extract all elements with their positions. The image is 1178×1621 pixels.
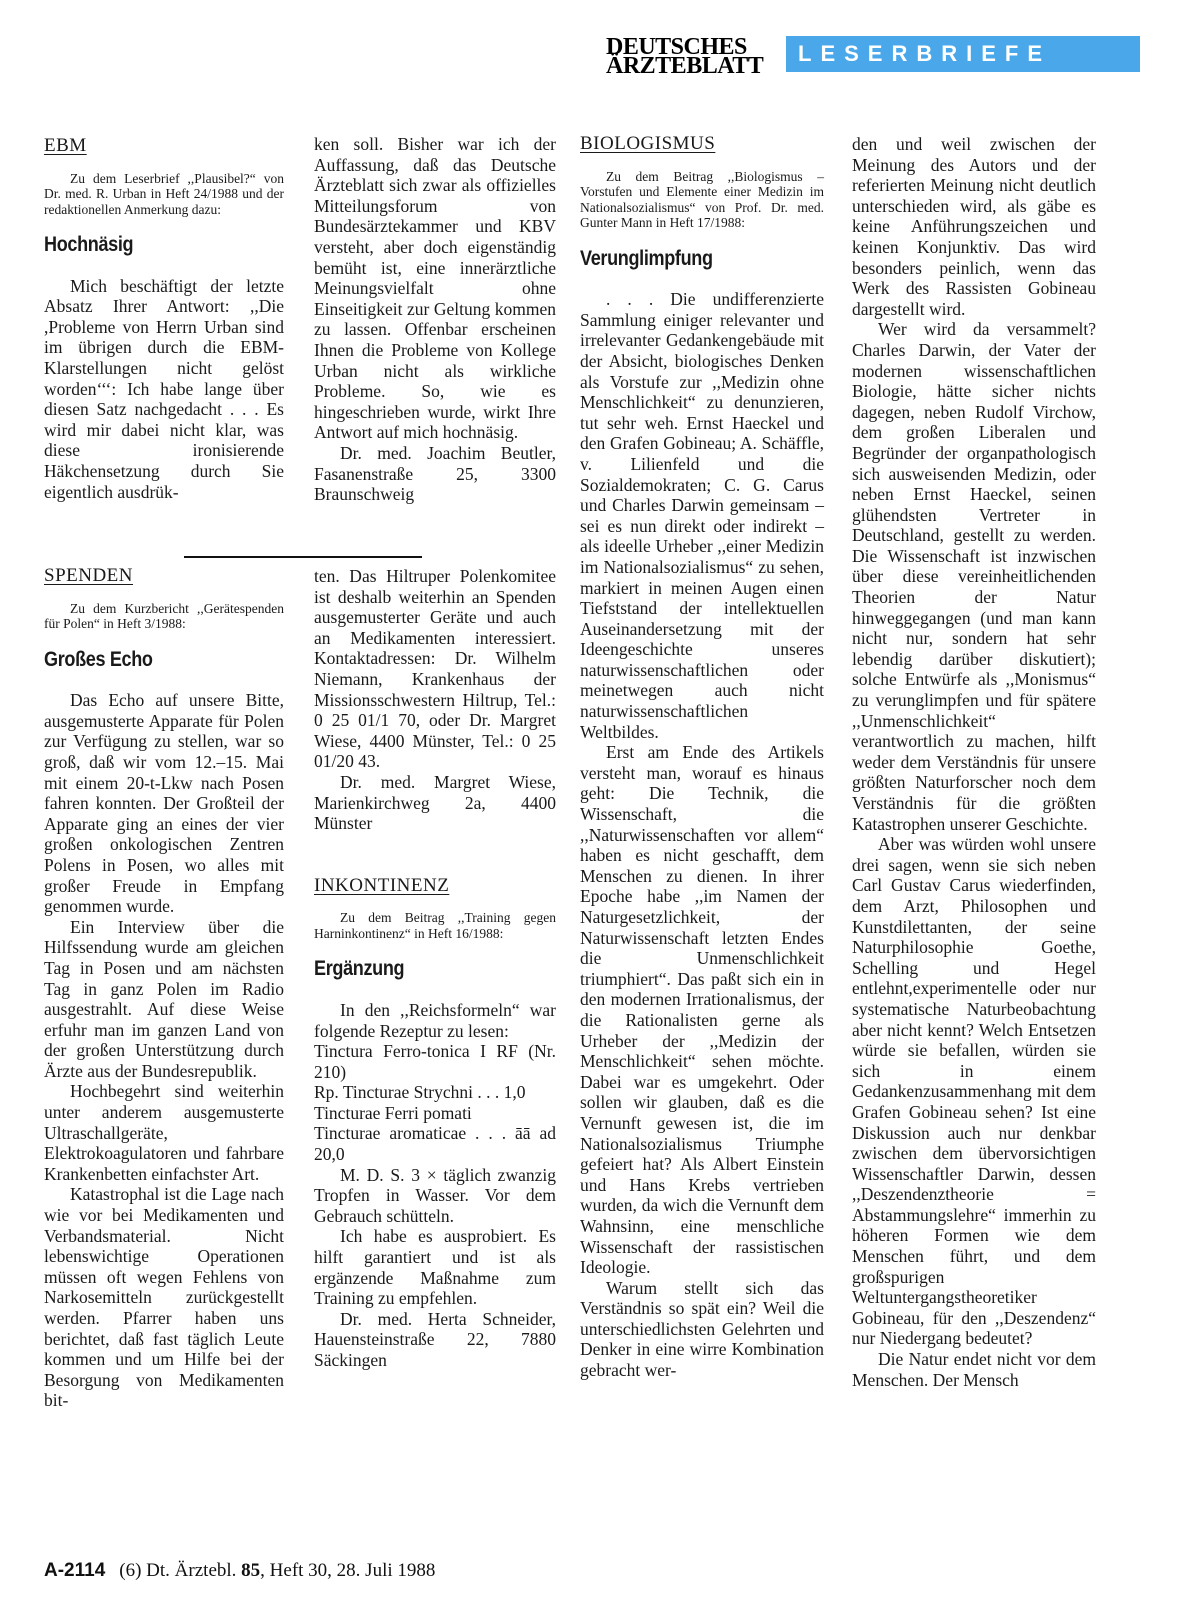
ebm-kicker: EBM	[44, 135, 87, 156]
ebm-headline: Hochnäsig	[44, 233, 134, 257]
citation-suffix: , Heft 30, 28. Juli 1988	[260, 1560, 436, 1581]
ebm-letter-col2	[314, 134, 556, 505]
recipe-line: Tincturae aromaticae . . . āā ad 20,0	[314, 1123, 556, 1165]
biologismus-paragraph: Erst am Ende des Artikels versteht man, worauf es hinaus geht: Die Technik, die Wissenschaft, die ,,Naturwissenschaften vor allem“ haben es nicht geschafft, dem Menschen zu dienen. In ihrer Epoche habe ,,im Namen der Naturgesetzlichkeit, der Naturwissenschaft letzten Endes die Unmenschlichkeit triumphiert“. Das paßt sich ein in den modernen Irrationalismus, der die Rationalisten gerne als Urheber der ,,Medizin der Menschlichkeit“ sehen möchte. Dabei war es umgekehrt. Oder sollen wir glauben, daß es die Vernunft gewesen ist, die im Nationalsozialismus Triumphe gefeiert hat? Als Albert Einstein und Hans Krebs vertrieben wurden, da wich die Vernunft dem Wahnsinn, eine menschliche Wissenschaft der rassistischen Ideologie.	[580, 742, 824, 1278]
biologismus-letter-col3	[580, 134, 824, 1381]
spenden-inkontinenz-col2	[314, 566, 556, 1371]
inkontinenz-paragraph: Ich habe es ausprobiert. Es hilft garantiert und ist als ergänzende Maßnahme zum Training zu empfehlen.	[314, 1226, 556, 1309]
spenden-signature: Dr. med. Margret Wiese, Marienkirchweg 2a, 4400 Münster	[314, 771, 556, 834]
biologismus-letter-col4	[852, 134, 1096, 1390]
section-divider	[184, 556, 422, 558]
spenden-headline: Großes Echo	[44, 647, 153, 671]
ebm-paragraph-continued: ken soll. Bisher war ich der Auffassung, daß das Deutsche Ärzteblatt sich zwar als offizielles Mitteilungsforum von Bundesärztekammer und KBV versteht, aber doch eigenständig bemüht ist, eine innerärztliche Meinungsvielfalt ohne Einseitigkeit zur Geltung kommen zu lassen. Offenbar erscheinen Ihnen die Probleme von Kollege Urban nicht als wirkliche Probleme. So, wie es hingeschrieben wurde, wirkt Ihre Antwort auf mich hochnäsig.	[314, 134, 556, 443]
masthead-logo	[606, 34, 774, 79]
biologismus-paragraph: Warum stellt sich das Verständnis so spät ein? Weil die unterschiedlichsten Gelehrten und Denker in eine wirre Kombination gebracht wer-	[580, 1277, 824, 1381]
recipe-line: Tincturae Ferri pomati	[314, 1102, 472, 1123]
ebm-paragraph: Mich beschäftigt der letzte Absatz Ihrer Antwort: ,,Die ,Probleme von Herrn Urban sind im übrigen durch die EBM-Klarstellungen nicht gelöst worden‘‘‘: Ich habe lange über diesen Satz nachgedacht . . . Es wird mir dabei nicht klar, was diese ironisierende Häkchensetzung durch Sie eigentlich ausdrük-	[44, 275, 284, 502]
biologismus-paragraph: Aber was würden wohl unsere drei sagen, wenn sie sich neben Carl Gustav Carus wiederfinden, dem Arzt, Philosophen und Kunstdilettanten, der seine Naturphilosophie Goethe, Schelling und Hegel entlehnt,experimentelle oder nur systematische Naturbeobachtung aber nicht kennt? Welch Entsetzen würde sie befallen, würden sie sich in einem Gedankenzusammenhang mit dem Grafen Gobineau sehen? Ist eine Diskussion auch nur denkbar zwischen dem übervorsichtigen Wissenschaftler Darwin, dessen ,,Deszendenztheorie = Abstammungslehre“ immerhin zu höheren Formen wie dem Menschen führt, und dem großspurigen Weltuntergangstheoretiker Gobineau, für den ,,Deszendenz“ nur Niedergang bedeutet?	[852, 834, 1096, 1349]
biologismus-paragraph: . . . Die undifferenzierte Sammlung einiger relevanter und irrelevanter Gedankengebäude mit der Absicht, biologisches Denken als Vorstufe zur ,,Medizin ohne Menschlichkeit“ zu denunzieren, tut sehr weh. Ernst Haeckel und den Grafen Gobineau; A. Schäffle, v. Lilienfeld und die Sozialdemokraten; C. G. Carus und Charles Darwin gemeinsam – sei es nun direkt oder indirekt – als ideelle Urheber ,,einer Medizin im Nationalsozialismus“ zu sehen, markiert in meinen Augen einen Tiefststand der intellektuellen Auseinandersetzung mit der Ideengeschichte unseres naturwissenschaftlichen oder meinetwegen auch nicht naturwissenschaftlichen Weltbildes.	[580, 289, 824, 742]
section-banner: LESERBRIEFE	[786, 36, 1140, 72]
page-number: A-2114	[44, 1560, 106, 1581]
inkontinenz-paragraph: In den ,,Reichsformeln“ war folgende Rezeptur zu lesen:	[314, 999, 556, 1041]
spenden-paragraph-continued: ten. Das Hiltruper Polenkomitee ist deshalb weiterhin an Spenden ausgemusterter Geräte und auch an Medikamenten interessiert. Kontaktadressen: Dr. Wilhelm Niemann, Krankenhaus der Missionsschwestern Hiltrup, Tel.: 0 25 01/1 70, oder Dr. Margret Wiese, 4400 Münster, Tel.: 0 25 01/20 43.	[314, 566, 556, 772]
biologismus-headline: Verunglimpfung	[580, 246, 713, 270]
spenden-letter-col1	[44, 566, 284, 1411]
masthead-logo-line2: ÄRZTEBLATT	[606, 53, 764, 79]
page-footer	[44, 1560, 435, 1582]
biologismus-kicker: BIOLOGISMUS	[580, 133, 716, 154]
spenden-paragraph: Das Echo auf unsere Bitte, ausgemusterte Apparate für Polen zur Verfügung zu stellen, war so groß, daß wir vom 12.–15. Mai mit einem 20-t-Lkw nach Posen fahren konnten. Der Großteil der Apparate ging an eines der vier großen onkologischen Zentren Polens in Posen, wo alles mit großer Freude in Empfang genommen wurde.	[44, 690, 284, 917]
ebm-letter-col1	[44, 136, 284, 502]
inkontinenz-headline: Ergänzung	[314, 957, 405, 981]
biologismus-paragraph: Wer wird da versammelt? Charles Darwin, der Vater der modernen wissenschaftlichen Biologie, hätte sicher nichts dagegen, neben Rudolf Virchow, dem großen Liberalen und Begründer der organpathologisch sich ausweisenden Medizin, oder neben Ernst Haeckel, seinen glühendsten Vertreter in Deutschland, gestellt zu werden. Die Wissenschaft ist inzwischen über diese vereinheitlichenden Theorien der Natur hinweggegangen (und man kann nicht nur, sondern hat sehr lebendig darüber diskutiert); solche Entwürfe als ,,Monismus“ zu verunglimpfen und für spätere ,,Unmenschlichkeit“ verantwortlich zu machen, hilft weder dem Verständnis für unsere größten Naturforscher noch dem Verständnis für die größten Katastrophen unserer Geschichte.	[852, 319, 1096, 834]
ebm-intro: Zu dem Leserbrief ,,Plausibel?“ von Dr. med. R. Urban in Heft 24/1988 und der redaktionellen Anmerkung dazu:	[44, 170, 284, 217]
spenden-paragraph: Hochbegehrt sind weiterhin unter anderem ausgemusterte Ultraschallgeräte, Elektrokoagulatoren und fahrbare Krankenbetten einfachster Art.	[44, 1081, 284, 1184]
spenden-paragraph: Katastrophal ist die Lage nach wie vor bei Medikamenten und Verbandsmaterial. Nicht lebenswichtige Operationen müssen oft wegen Fehlens von Narkosemitteln zurückgestellt werden. Pfarrer haben uns berichtet, daß fast täglich Leute kommen und um Hilfe bei der Besorgung von Medikamenten bit-	[44, 1184, 284, 1411]
recipe-line: M. D. S. 3 × täglich zwanzig Tropfen in Wasser. Vor dem Gebrauch schütteln.	[314, 1164, 556, 1226]
citation-prefix: (6) Dt. Ärztebl.	[119, 1560, 242, 1581]
ebm-signature: Dr. med. Joachim Beutler, Fasanenstraße 25, 3300 Braunschweig	[314, 442, 556, 505]
spenden-kicker: SPENDEN	[44, 565, 134, 586]
citation-volume: 85	[241, 1560, 261, 1581]
recipe-line: Tinctura Ferro-tonica I RF (Nr. 210)	[314, 1041, 556, 1082]
recipe-line: Rp. Tincturae Strychni . . . 1,0	[314, 1082, 526, 1103]
biologismus-intro: Zu dem Beitrag ,,Biologismus – Vorstufen und Elemente einer Medizin im Nationalsozialismus“ von Prof. Dr. med. Gunter Mann in Heft 17/1988:	[580, 168, 824, 231]
inkontinenz-kicker: INKONTINENZ	[314, 874, 450, 896]
spenden-intro: Zu dem Kurzbericht ,,Gerätespenden für Polen“ in Heft 3/1988:	[44, 600, 284, 632]
spenden-paragraph: Ein Interview über die Hilfssendung wurde am gleichen Tag in Posen und am nächsten Tag in ganz Polen im Radio ausgestrahlt. Auf diese Weise erfuhr man im ganzen Land von der großen Unterstützung durch Ärzte aus der Bundesrepublik.	[44, 916, 284, 1081]
masthead-logo-line1: DEUTSCHES	[606, 34, 747, 60]
biologismus-paragraph: Die Natur endet nicht vor dem Menschen. Der Mensch	[852, 1349, 1096, 1390]
inkontinenz-signature: Dr. med. Herta Schneider, Hauensteinstraße 22, 7880 Säckingen	[314, 1308, 556, 1370]
biologismus-paragraph-continued: den und weil zwischen der Meinung des Autors und der referierten Meinung nicht deutlich unterschieden wird, als gäbe es keine Anführungszeichen und keinen Konjunktiv. Das wird besonders peinlich, wenn das Werk des Rassisten Gobineau dargestellt wird.	[852, 134, 1096, 319]
inkontinenz-intro: Zu dem Beitrag ,,Training gegen Harninkontinenz“ in Heft 16/1988:	[314, 910, 556, 941]
